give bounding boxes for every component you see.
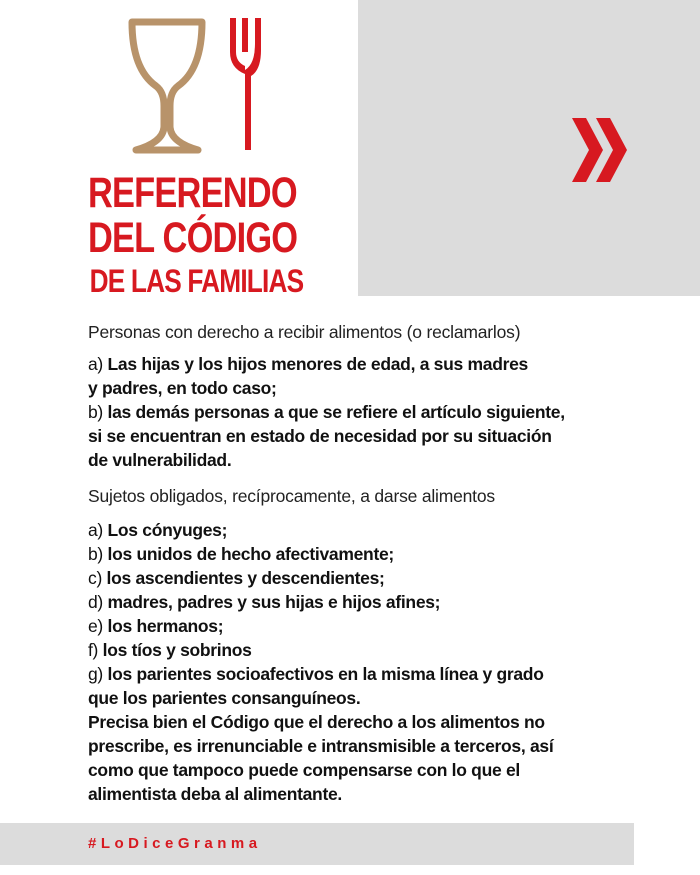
list-item: b) las demás personas a que se refiere el artículo siguiente, [88, 402, 565, 422]
list-item: b) los unidos de hecho afectivamente; [88, 544, 394, 564]
title-line-1: REFERENDO [88, 169, 297, 217]
footer-hashtag: #LoDiceGranma [88, 835, 262, 852]
list-item: a) Los cónyuges; [88, 520, 228, 540]
list-item: prescribe, es irrenunciable e intransmisible a terceros, así [88, 736, 554, 756]
content-body [88, 320, 648, 806]
list-item: alimentista deba al alimentante. [88, 784, 342, 804]
section2-heading: Sujetos obligados, recíprocamente, a darse alimentos [88, 486, 495, 506]
list-item: de vulnerabilidad. [88, 450, 232, 470]
header-gray-block [358, 0, 700, 296]
glass-fork-icon [118, 14, 278, 159]
list-item: c) los ascendientes y descendientes; [88, 568, 385, 588]
title-line-2: DEL CÓDIGO [88, 214, 298, 262]
list-item: d) madres, padres y sus hijas e hijos afines; [88, 592, 441, 612]
list-item: como que tampoco puede compensarse con lo que el [88, 760, 520, 780]
double-chevron-right-icon [570, 116, 632, 184]
title-block [88, 169, 338, 299]
list-item: a) Las hijas y los hijos menores de edad, a sus madres [88, 354, 528, 374]
list-item: si se encuentran en estado de necesidad por su situación [88, 426, 552, 446]
title-line-3: DE LAS FAMILIAS [89, 263, 304, 299]
list-item: e) los hermanos; [88, 616, 224, 636]
list-item: y padres, en todo caso; [88, 378, 277, 398]
list-item: que los parientes consanguíneos. [88, 688, 361, 708]
list-item: g) los parientes socioafectivos en la misma línea y grado [88, 664, 544, 684]
section1-heading: Personas con derecho a recibir alimentos (o reclamarlos) [88, 322, 521, 342]
section1-list [88, 352, 648, 472]
list-item: f) los tíos y sobrinos [88, 640, 252, 660]
section2-list [88, 518, 648, 806]
footer-bar [0, 823, 634, 865]
list-item: Precisa bien el Código que el derecho a los alimentos no [88, 712, 545, 732]
